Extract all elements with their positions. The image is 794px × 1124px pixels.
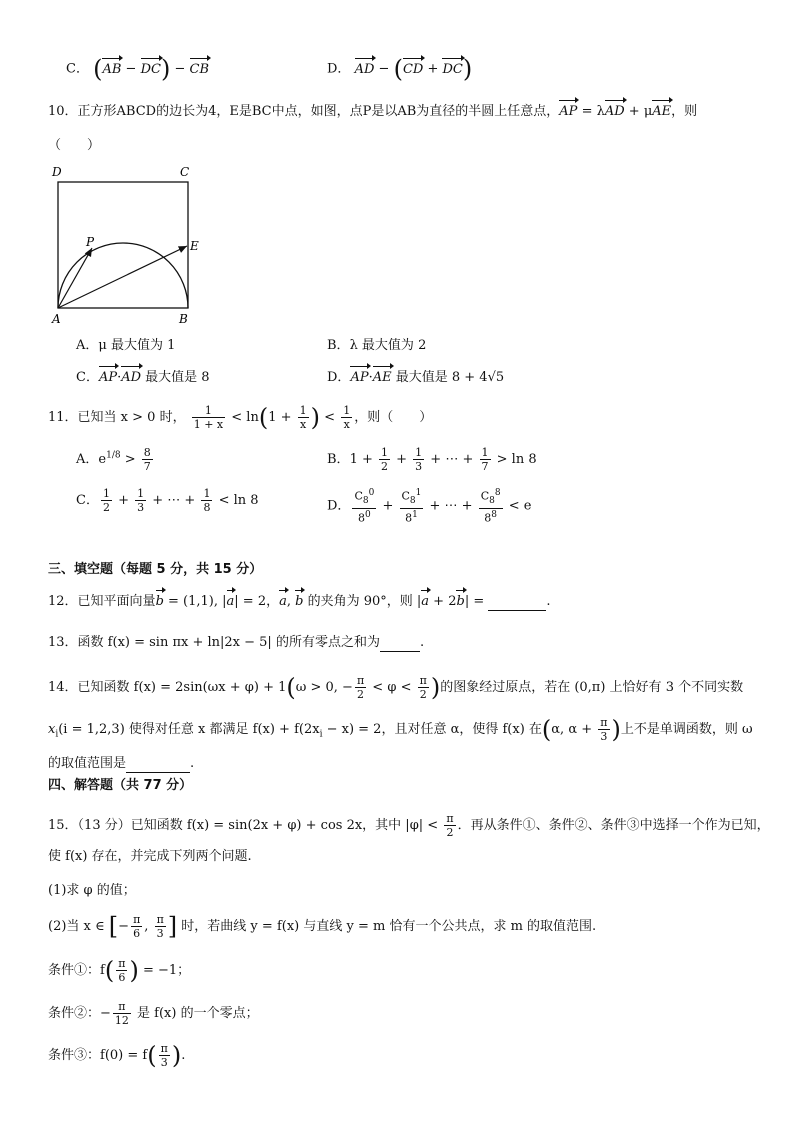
q15-number: 15． — [48, 818, 78, 833]
eq-mu: + μ — [624, 104, 653, 119]
q15-condition1-text: = −1； — [138, 963, 191, 978]
label-a: A — [52, 312, 61, 326]
q11-option-a-label: A． — [76, 452, 99, 467]
q12-text-a: 已知平面向量 — [77, 594, 156, 609]
q15-condition-1: 条件①：f( $\frac{\pi}{6}$ ) = −1； — [48, 956, 191, 985]
vector-ap: AP — [559, 104, 578, 119]
q14-line1-d: 的图象经过原点，若在 (0,π) 上恰好有 3 个不同实数 — [440, 680, 744, 695]
q10-option-d-label: D． — [327, 370, 351, 385]
vector-ap-arrow — [58, 248, 92, 308]
q15-condition3-label: 条件③： — [48, 1048, 101, 1063]
q11-option-a: A．$e^{1/8}$ > $\frac{8}{7}$ — [76, 446, 151, 473]
q11-stem-end: ，则（ ） — [354, 410, 433, 425]
q14-line2-a: x — [48, 722, 56, 737]
q10-option-c: C．AP·AD 最大值是 8 — [76, 370, 210, 385]
q15-part2-a: (2)当 x ∈ — [48, 919, 109, 934]
q10-option-b — [327, 337, 426, 355]
q15-condition-3: 条件③：f(0) = f( $\frac{\pi}{3}$ ). — [48, 1041, 186, 1070]
q14-answer-blank[interactable] — [126, 758, 190, 773]
q10-stem-text: 正方形ABCD的边长为4，E是BC中点，如图，点P是以AB为直径的半圆上任意点， — [77, 104, 560, 119]
q14-line3-a: 的取值范围是 — [48, 756, 127, 771]
label-p: P — [86, 235, 95, 249]
q14-line2-d: α, α + — [551, 722, 597, 737]
q9-option-c-label: C． — [66, 61, 89, 77]
square-semicircle-figure — [44, 160, 204, 330]
q13-answer-blank[interactable] — [380, 637, 420, 652]
q12-text-d: 的夹角为 90°，则 | — [303, 594, 422, 609]
q11-option-c: C． $\frac{1}{2}$ + $\frac{1}{3}$ + ⋯ + $\frac{1}{8}$ < ln 8 — [76, 487, 259, 514]
q13 — [48, 634, 424, 652]
q12-text-b: = (1,1), | — [163, 594, 227, 609]
q10-number: 10． — [48, 104, 78, 119]
q14-line2-b: (i = 1,2,3) 使得对任意 x 都满足 f(x) + f(2x — [58, 722, 320, 737]
label-e: E — [190, 239, 199, 253]
label-c: C — [180, 165, 190, 179]
section-4-title: 四、解答题（共 77 分） — [48, 778, 193, 793]
q11-option-b: B．1 + $\frac{1}{2}$ + $\frac{1}{3}$ + ⋯ + $\frac{1}{7}$ > ln 8 — [327, 446, 537, 473]
q15-condition1-label: 条件①： — [48, 963, 101, 978]
q15-condition-2: 条件②：− $\frac{\pi}{12}$ 是 f(x) 的一个零点； — [48, 1000, 259, 1027]
vector-ae-arrow — [58, 246, 187, 308]
q14-line1-c: < φ < — [368, 680, 416, 695]
q11-number: 11． — [48, 410, 78, 425]
q14-line-3 — [48, 755, 194, 773]
q14-line2-c: − x) = 2，且对任意 α，使得 f(x) 在 — [322, 722, 542, 737]
vector-ae: AE — [652, 104, 672, 119]
q10-option-b-text: λ 最大值为 2 — [349, 338, 427, 353]
q12-text-c: | = 2， — [234, 594, 280, 609]
q14-line1-b: ω > 0, − — [295, 680, 353, 695]
q9-option-d-label: D． — [327, 61, 351, 77]
q11-stem-text: 已知当 x > 0 时， — [77, 410, 186, 425]
q14-line-2: $x_i(i = 1,2,3)$ 使得对任意 x 都满足 $f(x) + f(2x_i - x) = 2$，且对任意 α，使得 f(x) 在(α, α + $\frac{\pi}{3}$ )上不是单调函数，则 ω — [48, 715, 753, 744]
q11-option-b-label: B． — [327, 452, 350, 467]
q12-number: 12． — [48, 594, 78, 609]
square-abcd — [58, 182, 188, 308]
q14-number: 14． — [48, 680, 78, 695]
q15-line-2: 使 f(x) 存在，并完成下列两个问题. — [48, 849, 252, 864]
q10-option-a — [76, 337, 175, 355]
q10-answer-paren: （ ） — [48, 138, 101, 153]
q15-line1-b: ．再从条件①、条件②、条件③中选择一个作为已知， — [457, 818, 770, 833]
label-b: B — [179, 312, 188, 326]
q13-end: . — [419, 635, 425, 650]
q10-option-a-label: A． — [76, 338, 99, 353]
q10-option-d: D．AP·AE 最大值是 8 + 4√5 — [327, 370, 505, 385]
q15-condition2-label: 条件②：− — [48, 1006, 111, 1021]
q9-option-c: C． (AB − DC) − CB — [66, 55, 210, 83]
q14-line-1: 14．已知函数 f(x) = 2sin(ωx + φ) + 1(ω > 0, − $\frac{\pi}{2}$ < φ < $\frac{\pi}{2}$ )的图象经过原点，若在 (0,π) 上恰好有 3 个不同实数 — [48, 673, 744, 702]
q15-line-1: 15．（13 分）已知函数 f(x) = sin(2x + φ) + cos 2x，其中 |φ| < $\frac{\pi}{2}$ ．再从条件①、条件②、条件③中选择一个作为已知， — [48, 812, 770, 839]
q15-part-1: (1)求 φ 的值； — [48, 883, 136, 898]
q15-condition3-end: . — [181, 1048, 186, 1063]
eq-lambda: = λ — [577, 104, 605, 119]
q12-end: . — [546, 594, 551, 609]
q11-stem: 11．已知当 x > 0 时， $\frac{1}{1 + x}$ < ln(1 + $\frac{1}{x}$ ) < $\frac{1}{x}$ ，则（ ） — [48, 403, 433, 432]
q13-number: 13． — [48, 635, 78, 650]
q15-part2-b: 时，若曲线 y = f(x) 与直线 y = m 恰有一个公共点，求 m 的取值范围. — [177, 919, 597, 934]
q12: 12．已知平面向量b = (1,1), |a| = 2，a, b 的夹角为 90°，则 |a + 2b| = . — [48, 594, 551, 609]
q11-option-c-label: C． — [76, 493, 99, 508]
q14-end: . — [190, 756, 195, 771]
q9-option-d: D． AD − (CD + DC) — [327, 55, 473, 83]
label-d: D — [52, 165, 62, 179]
q10-option-a-text: μ 最大值为 1 — [98, 338, 176, 353]
q14-line2-e: 上不是单调函数，则 ω — [620, 722, 753, 737]
q12-answer-blank[interactable] — [488, 596, 546, 611]
q11-option-d: D． $\frac{C_8^0}{8^0}$ + $\frac{C_8^1}{8^1}$ + ⋯ + $\frac{C_8^8}{8^8}$ < e — [327, 488, 532, 525]
q15-condition2-text: 是 f(x) 的一个零点； — [132, 1006, 259, 1021]
q14-line1-a: 已知函数 f(x) = 2sin(ωx + φ) + 1 — [77, 680, 287, 695]
q10-option-d-text: 最大值是 8 + 4√5 — [391, 370, 505, 385]
q13-text: 函数 f(x) = sin πx + ln|2x − 5| 的所有零点之和为 — [77, 635, 380, 650]
vector-ad: AD — [604, 104, 625, 119]
q10-option-c-text: 最大值是 8 — [141, 370, 210, 385]
q12-text-e: | = — [464, 594, 489, 609]
section-3-title: 三、填空题（每题 5 分，共 15 分） — [48, 562, 263, 577]
q10-option-b-label: B． — [327, 338, 350, 353]
q11-option-d-label: D． — [327, 498, 351, 514]
q15-line1-a: （13 分）已知函数 f(x) = sin(2x + φ) + cos 2x，其中 |φ| < — [77, 818, 443, 833]
q10-stem — [48, 103, 697, 121]
q10-option-c-label: C． — [76, 370, 99, 385]
q15-part-2: (2)当 x ∈ [− $\frac{\pi}{6}$ , $\frac{\pi}{3}$ ] 时，若曲线 y = f(x) 与直线 y = m 恰有一个公共点，求 m 的取值范围. — [48, 912, 597, 941]
q15-condition3-text: f(0) = f — [100, 1048, 148, 1063]
q10-stem-end: ，则 — [671, 104, 698, 119]
